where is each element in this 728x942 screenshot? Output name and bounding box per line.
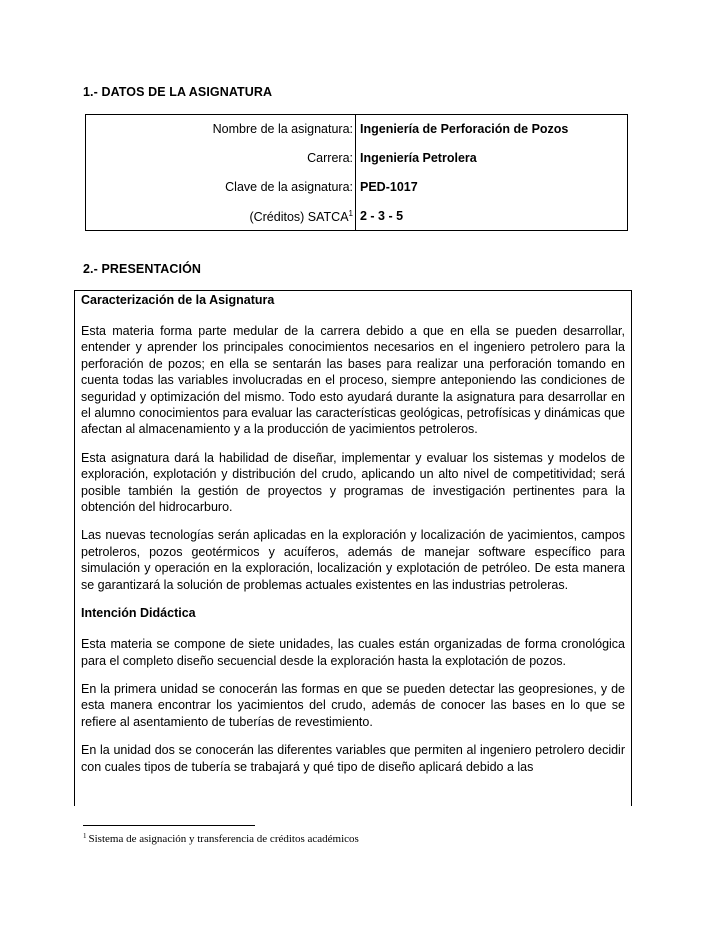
paragraph: En la unidad dos se conocerán las diferentes variables que permiten al ingeniero petrolero decidir con cuales tipos de tubería se trabajará y qué tipo de diseño aplicará debido a las — [81, 743, 625, 774]
nombre-label: Nombre de la asignatura: — [212, 122, 353, 136]
creditos-label: (Créditos) SATCA — [249, 210, 349, 224]
row-carrera — [86, 151, 627, 171]
clave-value: PED-1017 — [360, 180, 418, 194]
row-clave — [86, 180, 627, 200]
footnote-text: Sistema de asignación y transferencia de créditos académicos — [88, 833, 359, 845]
paragraph: Esta materia forma parte medular de la carrera debido a que en ella se pueden desarrollar, entender y aprender los principales conocimientos necesarios en el ingeniero petrolero para la perforación de pozos; en ella se sentarán las bases para realizar una perforación tomando en cuenta todas las variables involucradas en el proceso, siempre anteponiendo las condiciones de seguridad y optimización del mismo. Todo esto ayudará durante la asignatura para desarrollar en el alumno conocimientos para evaluar las características geológicas, petrofísicas y dinámicas que afectan al almacenamiento y a la producción de yacimientos petroleros. — [81, 324, 625, 437]
row-creditos — [86, 209, 627, 229]
creditos-label-wrap — [249, 209, 353, 224]
footnote-separator — [83, 825, 255, 826]
intencion-title: Intención Didáctica — [81, 606, 196, 621]
paragraph: En la primera unidad se conocerán las formas en que se pueden detectar las geopresiones, y de esta manera encontrar los yacimientos del crudo, además de conocer las bases en lo que se refiere al asentamiento de tuberías de revestimiento. — [81, 681, 625, 729]
section-1-title: 1.- DATOS DE LA ASIGNATURA — [83, 85, 273, 99]
carrera-value: Ingeniería Petrolera — [360, 151, 477, 165]
creditos-value: 2 - 3 - 5 — [360, 209, 404, 223]
caracterizacion-title: Caracterización de la Asignatura — [81, 293, 275, 307]
paragraph: Esta asignatura dará la habilidad de diseñar, implementar y evaluar los sistemas y modelos de exploración, explotación y distribución del crudo, aplicando un alto nivel de competitividad; será posible también la gestión de proyectos y programas de investigación pertinentes para la obtención del hidrocarburo. — [81, 450, 625, 515]
presentacion-content — [81, 292, 625, 787]
row-nombre — [86, 122, 627, 142]
datos-asignatura-table — [85, 114, 628, 231]
carrera-label: Carrera: — [307, 151, 353, 165]
footnote — [83, 832, 359, 845]
section-2-title: 2.- PRESENTACIÓN — [83, 262, 202, 276]
clave-label: Clave de la asignatura: — [225, 180, 353, 194]
footnote-number: 1 — [83, 832, 87, 840]
paragraph: Esta materia se compone de siete unidades, las cuales están organizadas de forma cronológica para el completo diseño secuencial desde la exploración hasta la explotación de pozos. — [81, 637, 625, 668]
creditos-footnote-ref: 1 — [348, 209, 353, 218]
nombre-value: Ingeniería de Perforación de Pozos — [360, 122, 569, 136]
paragraph: Las nuevas tecnologías serán aplicadas en la exploración y localización de yacimientos, campos petroleros, pozos geotérmicos y acuíferos, además de manejar software específico para simulación y operación en la exploración, localización y explotación de petróleo. De esta manera se garantizará la solución de problemas actuales existentes en las industrias petroleras. — [81, 528, 625, 592]
presentacion-box — [74, 290, 632, 806]
